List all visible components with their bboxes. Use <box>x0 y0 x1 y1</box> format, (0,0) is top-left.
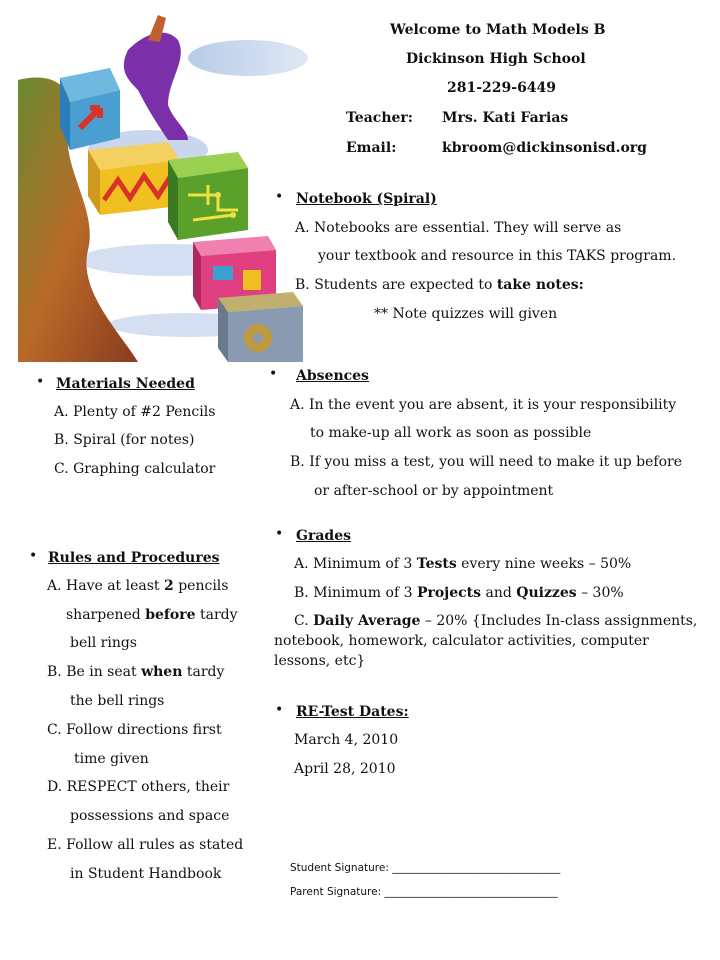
rules-b-line2: the bell rings <box>70 693 165 709</box>
phone-number: 281-229-6449 <box>447 80 557 96</box>
rules-c-line2: time given <box>74 751 149 767</box>
grades-b-bold-quizzes: Quizzes <box>516 585 577 601</box>
absences-heading: Absences <box>296 368 369 384</box>
notebook-b-text: B. Students are expected to <box>295 277 497 293</box>
email-address: kbroom@dickinsonisd.org <box>442 140 647 156</box>
email-label: Email: <box>346 140 397 156</box>
materials-item: B. Spiral (for notes) <box>54 432 195 448</box>
rules-a-line1 <box>47 577 228 595</box>
notebook-b-line <box>295 276 584 294</box>
rules-b1-text-post: tardy <box>182 664 225 680</box>
rules-a1-text-post: pencils <box>173 578 229 594</box>
rules-d-line2: possessions and space <box>70 808 230 824</box>
grades-b-text: B. Minimum of 3 <box>294 585 417 601</box>
arrow-cube <box>60 68 120 150</box>
materials-item: C. Graphing calculator <box>54 461 216 477</box>
retest-date: March 4, 2010 <box>294 732 399 748</box>
bullet-icon: • <box>275 526 284 542</box>
grades-c-bold: Daily Average <box>313 613 421 629</box>
grades-b-text-post: – 30% <box>576 585 624 601</box>
grades-b-line <box>294 584 624 602</box>
grades-b-mid: and <box>481 585 517 601</box>
grades-a-line <box>294 555 631 573</box>
grades-heading: Grades <box>296 528 351 544</box>
parent-signature-line[interactable]: Parent Signature: _________________________________ <box>290 886 558 898</box>
notebook-note: ** Note quizzes will given <box>374 306 558 322</box>
rules-c-line1: C. Follow directions first <box>47 722 222 738</box>
retest-heading: RE-Test Dates: <box>296 704 409 720</box>
rules-b1-bold: when <box>141 664 183 680</box>
rules-a1-bold: 2 <box>164 578 174 594</box>
school-name: Dickinson High School <box>406 51 586 67</box>
student-signature-line[interactable]: Student Signature: ________________________________ <box>290 862 561 874</box>
materials-heading: Materials Needed <box>56 376 195 392</box>
notebook-a-line1: A. Notebooks are essential. They will serve as <box>295 220 622 236</box>
notebook-heading: Notebook (Spiral) <box>296 191 437 207</box>
rules-d-line1: D. RESPECT others, their <box>47 779 230 795</box>
zigzag-cube <box>88 142 180 215</box>
absences-a-line2: to make-up all work as soon as possible <box>310 425 592 441</box>
rules-heading: Rules and Procedures <box>48 550 220 566</box>
absences-a-line1: A. In the event you are absent, it is your responsibility <box>290 397 677 413</box>
grades-a-text-post: every nine weeks – 50% <box>456 556 632 572</box>
grades-c-text-post: – 20% {Includes In-class assignments, notebook, homework, calculator activities, computer lessons, etc} <box>274 613 698 669</box>
bullet-icon: • <box>36 374 45 390</box>
math-cubes-illustration <box>18 10 318 365</box>
cloud-shape <box>188 40 308 76</box>
rules-b1-text: B. Be in seat <box>47 664 142 680</box>
teacher-name: Mrs. Kati Farias <box>442 110 569 126</box>
rules-a2-bold: before <box>145 607 196 623</box>
grades-c-text: C. <box>294 613 314 629</box>
grades-a-text: A. Minimum of 3 <box>294 556 417 572</box>
absences-b-line1: B. If you miss a test, you will need to make it up before <box>290 454 682 470</box>
bullet-icon: • <box>269 366 278 382</box>
retest-date: April 28, 2010 <box>294 761 396 777</box>
rules-e-line1: E. Follow all rules as stated <box>47 837 244 853</box>
rules-a-line3: bell rings <box>70 635 137 651</box>
grades-a-bold: Tests <box>416 556 457 572</box>
notebook-b-bold: take notes: <box>496 277 584 293</box>
teacher-label: Teacher: <box>346 110 413 126</box>
rules-b-line1 <box>47 663 224 681</box>
rules-a2-text-post: tardy <box>195 607 238 623</box>
rules-a2-text: sharpened <box>66 607 146 623</box>
materials-item: A. Plenty of #2 Pencils <box>54 404 216 420</box>
grades-c-paragraph <box>274 611 706 671</box>
notebook-a-line2: your textbook and resource in this TAKS program. <box>318 248 677 264</box>
circuit-cube <box>168 152 248 240</box>
rules-a-line2 <box>66 606 238 624</box>
purple-figure <box>124 15 188 140</box>
grades-b-bold-projects: Projects <box>416 585 482 601</box>
header-title: Welcome to Math Models B <box>390 22 606 38</box>
absences-b-line2: or after-school or by appointment <box>314 483 554 499</box>
gear-cube <box>218 292 303 362</box>
rules-e-line2: in Student Handbook <box>70 866 222 882</box>
bullet-icon: • <box>275 702 284 718</box>
bullet-icon: • <box>29 548 38 564</box>
rules-a1-text: A. Have at least <box>47 578 165 594</box>
bullet-icon: • <box>275 189 284 205</box>
